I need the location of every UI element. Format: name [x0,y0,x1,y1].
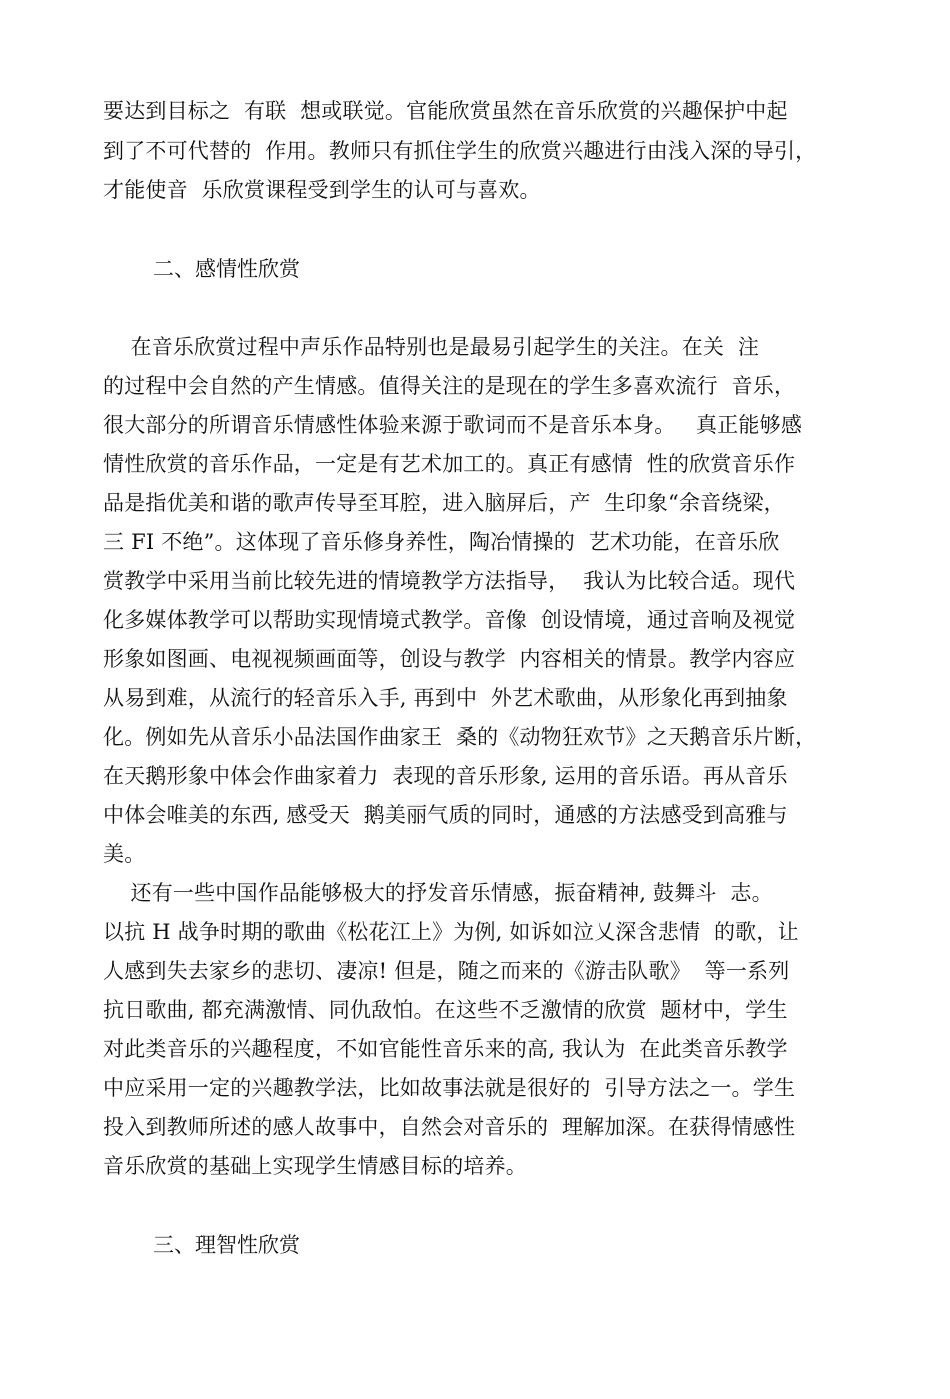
paragraph-2-line-1: 在音乐欣赏过程中声乐作品特别也是最易引起学生的关注。在关 注 [103,335,760,359]
paragraph-2-line-5: 品是指优美和谐的歌声传导至耳腔，进入脑屏后，产 生印象“余音绕梁， [103,491,785,515]
paragraph-3-line-4: 抗日歌曲, 都充满激情、同仇敌怕。在这些不乏激情的欣赏 题材中，学生 [103,998,788,1022]
section-heading-3: 三、理智性欣赏 [153,1233,300,1257]
paragraph-2-line-14: 美。 [103,842,146,866]
paragraph-3-line-6: 中应采用一定的兴趣教学法，比如故事法就是很好的 引导方法之一。学生 [103,1076,796,1100]
paragraph-2-line-7: 赏教学中采用当前比较先进的情境教学方法指导， 我认为比较合适。现代 [103,569,796,593]
section-heading-2: 二、感情性欣赏 [153,257,300,281]
paragraph-2-line-8: 化多媒体教学可以帮助实现情境式教学。音像 创设情境，通过音响及视觉 [103,608,796,632]
paragraph-2-line-3: 很大部分的所谓音乐情感性体验来源于歌词而不是音乐本身。 真正能够感 [103,413,803,437]
paragraph-1-line-1: 要达到目标之 有联 想或联觉。官能欣赏虽然在音乐欣赏的兴趣保护中起 [103,99,788,123]
paragraph-2-line-12: 在天鹅形象中体会作曲家着力 表现的音乐形象, 运用的音乐语。再从音乐 [103,764,788,788]
paragraph-3-line-5: 对此类音乐的兴趣程度，不如官能性音乐来的高, 我认为 在此类音乐教学 [103,1037,788,1061]
paragraph-3-line-1: 还有一些中国作品能够极大的抒发音乐情感，振奋精神, 鼓舞斗 志。 [103,881,773,905]
paragraph-2-line-6: 三 FI 不绝”。这体现了音乐修身养性，陶冶情操的 艺术功能，在音乐欣 [103,530,780,554]
paragraph-3-line-8: 音乐欣赏的基础上实现学生情感目标的培养。 [103,1154,527,1178]
paragraph-2-line-13: 中体会唯美的东西, 感受天 鹅美丽气质的同时，通感的方法感受到高雅与 [103,803,788,827]
paragraph-3-line-3: 人感到失去家乡的悲切、凄凉! 但是，随之而来的《游击队歌》 等一系列 [103,959,790,983]
paragraph-2-line-11: 化。例如先从音乐小品法国作曲家王 桑的《动物狂欢节》之天鹅音乐片断， [103,725,817,749]
paragraph-2-line-10: 从易到难，从流行的轻音乐入手, 再到中 外艺术歌曲，从形象化再到抽象 [103,686,788,710]
paragraph-1-line-2: 到了不可代替的 作用。教师只有抓住学生的欣赏兴趣进行由浅入深的导引， [103,139,817,163]
paragraph-3-line-2: 以抗 H 战争时期的歌曲《松花江上》为例, 如诉如泣乂深含悲情 的歌，让 [103,920,799,944]
paragraph-3-line-7: 投入到教师所述的感人故事中，自然会对音乐的 理解加深。在获得情感性 [103,1115,796,1139]
paragraph-1-line-3: 才能使音 乐欣赏课程受到学生的认可与喜欢。 [103,178,541,202]
paragraph-2-line-4: 情性欣赏的音乐作品，一定是有艺术加工的。真正有感情 性的欣赏音乐作 [103,452,796,476]
paragraph-2-line-2: 的过程中会自然的产生情感。值得关注的是现在的学生多喜欢流行 音乐， [103,374,796,398]
paragraph-2-line-9: 形象如图画、电视视频画面等，创设与教学 内容相关的情景。教学内容应 [103,647,796,671]
